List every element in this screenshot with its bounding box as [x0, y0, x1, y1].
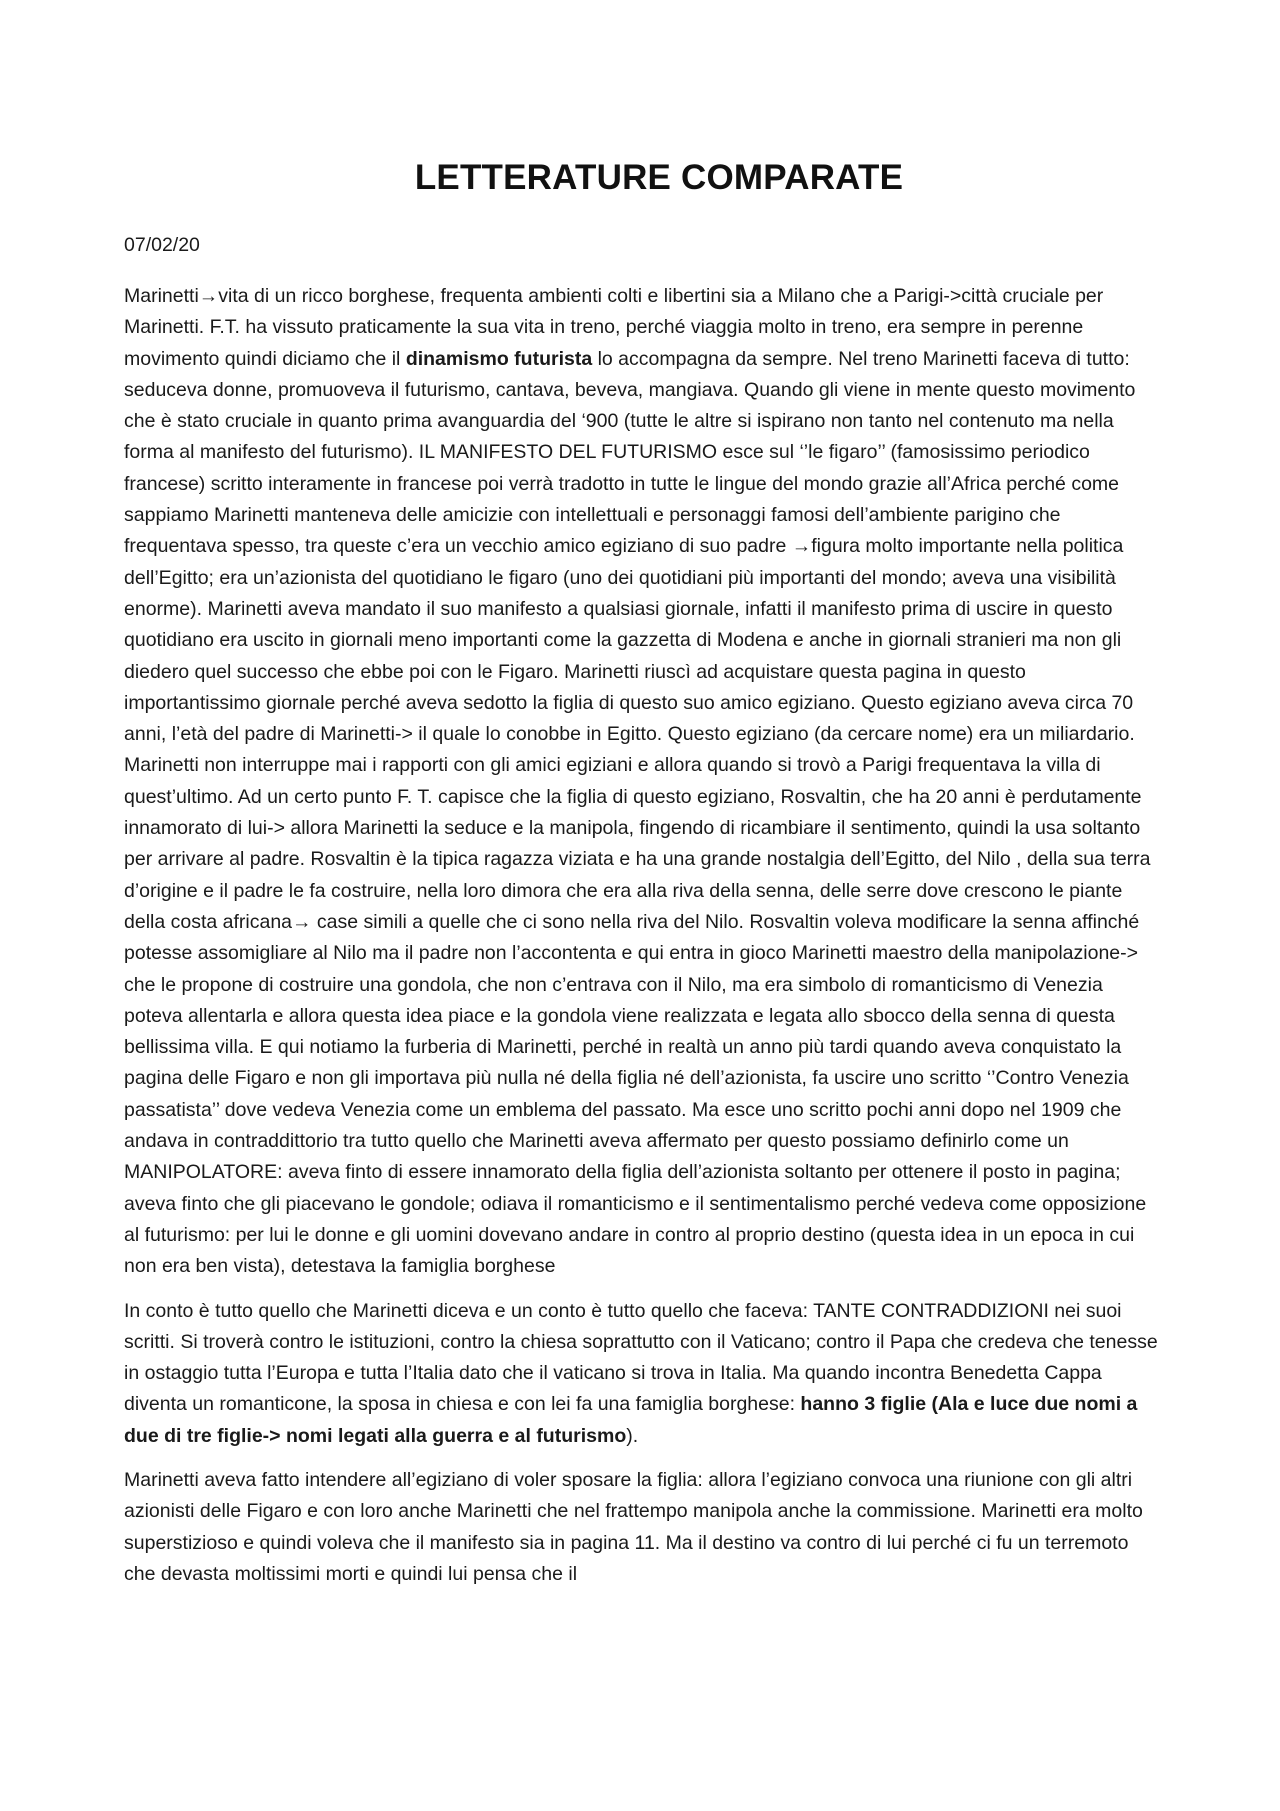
paragraph-text: Marinetti aveva fatto intendere all’egiziano di voler sposare la figlia: allora l’egiziano convoca una riunione con gli altri azionisti delle Figaro e con loro anche Marinetti che nel frattempo manipola anche la commissione. Marinetti era molto superstizioso e quindi voleva che il manifesto sia in pagina 11. Ma il destino va contro di lui perché ci fu un terremoto che devasta moltissimi morti e quindi lui pensa che il	[124, 1468, 1143, 1585]
paragraph-text: ).	[626, 1424, 639, 1447]
paragraph-text: lo accompagna da sempre. Nel treno Marinetti faceva di tutto: seduceva donne, promuoveva il futurismo, cantava, beveva, mangiava. Quando gli viene in mente questo movimento che è stato cruciale in quanto prima avanguardia del ‘900 (tutte le altre si ispirano non tanto nel contenuto ma nella forma al manifesto del futurismo). IL MANIFESTO DEL FUTURISMO esce sul ‘’le figaro’’ (famosissimo periodico francese) scritto interamente in francese poi verrà tradotto in tutte le lingue del mondo grazie all’Africa perché come sappiamo Marinetti manteneva delle amicizie con intellettuali e personaggi famosi dell’ambiente parigino che frequentava spesso, tra queste c’era un vecchio amico egiziano di suo padre →figura molto importante nella politica dell’Egitto; era un’azionista del quotidiano le figaro (uno dei quotidiani più importanti del mondo; aveva una visibilità enorme). Marinetti aveva mandato il suo manifesto a qualsiasi giornale, infatti il manifesto prima di uscire in questo quotidiano era uscito in giornali meno importanti come la gazzetta di Modena e anche in giornali stranieri ma non gli diedero quel successo che ebbe poi con le Figaro. Marinetti riuscì ad acquistare questa pagina in questo importantissimo giornale perché aveva sedotto la figlia di questo suo amico egiziano. Questo egiziano aveva circa 70 anni, l’età del padre di Marinetti-> il quale lo conobbe in Egitto. Questo egiziano (da cercare nome) era un miliardario. Marinetti non interruppe mai i rapporti con gli amici egiziani e allora quando si trovò a Parigi frequentava la villa di quest’ultimo. Ad un certo punto F. T. capisce che la figlia di questo egiziano, Rosvaltin, che ha 20 anni è perdutamente innamorato di lui-> allora Marinetti la seduce e la manipola, fingendo di ricambiare il sentimento, quindi la usa soltanto per arrivare al padre. Rosvaltin è la tipica ragazza viziata e ha una grande nostalgia dell’Egitto, del Nilo , della sua terra d’origine e il padre le fa costruire, nella loro dimora che era alla riva della senna, delle serre dove crescono le piante della costa africana→ case simili a quelle che ci sono nella riva del Nilo. Rosvaltin voleva modificare la senna affinché potesse assomigliare al Nilo ma il padre non l’accontenta e qui entra in gioco Marinetti maestro della manipolazione-> che le propone di costruire una gondola, che non c’entrava con il Nilo, ma era simbolo di romanticismo di Venezia poteva allentarla e allora questa idea piace e la gondola viene realizzata e legata allo sbocco della senna di questa bellissima villa. E qui notiamo la furberia di Marinetti, perché in realtà un anno più tardi quando aveva conquistato la pagina delle Figaro e non gli importava più nulla né della figlia né dell’azionista, fa uscire uno scritto ‘’Contro Venezia passatista’’ dove vedeva Venezia come un emblema del passato. Ma esce uno scritto pochi anni dopo nel 1909 che andava in contraddittorio tra tutto quello che Marinetti aveva affermato per questo possiamo definirlo come un MANIPOLATORE: aveva finto di essere innamorato della figlia dell’azionista soltanto per ottenere il posto in pagina; aveva finto che gli piacevano le gondole; odiava il romanticismo e il sentimentalismo perché vedeva come opposizione al futurismo: per lui le donne e gli uomini dovevano andare in contro al proprio destino (questa idea in un epoca in cui non era ben vista), detestava la famiglia borghese	[124, 347, 1151, 1278]
document-page	[124, 158, 1164, 1603]
document-title: LETTERATURE COMPARATE	[414, 158, 904, 197]
paragraph-text: In conto è tutto quello che Marinetti diceva e un conto è tutto quello che faceva: TANTE CONTRADDIZIONI nei suoi scritti. Si troverà contro le istituzioni, contro la chiesa soprattutto con il Vaticano; contro il Papa che credeva che tenesse in ostaggio tutta l’Europa e tutta l’Italia dato che il vaticano si trova in Italia. Ma quando incontra Benedetta Cappa diventa un romanticone, la sposa in chiesa e con lei fa una famiglia borghese:	[124, 1299, 1158, 1416]
paragraph-text: Marinetti→vita di un ricco borghese, frequenta ambienti colti e libertini sia a Milano che a Parigi->città cruciale per Marinetti. F.T. ha vissuto praticamente la sua vita in treno, perché viaggia molto in treno, era sempre in perenne movimento quindi diciamo che il	[124, 285, 1104, 370]
paragraph-2	[124, 1296, 1164, 1452]
bold-phrase: hanno 3 figlie (Ala e luce due nomi a due di tre figlie-> nomi legati alla guerra e al futurismo	[124, 1393, 1138, 1447]
bold-phrase: dinamismo futurista	[405, 347, 593, 370]
paragraph-3	[124, 1465, 1164, 1590]
document-date: 07/02/20	[124, 234, 200, 256]
paragraph-1	[124, 281, 1164, 1283]
